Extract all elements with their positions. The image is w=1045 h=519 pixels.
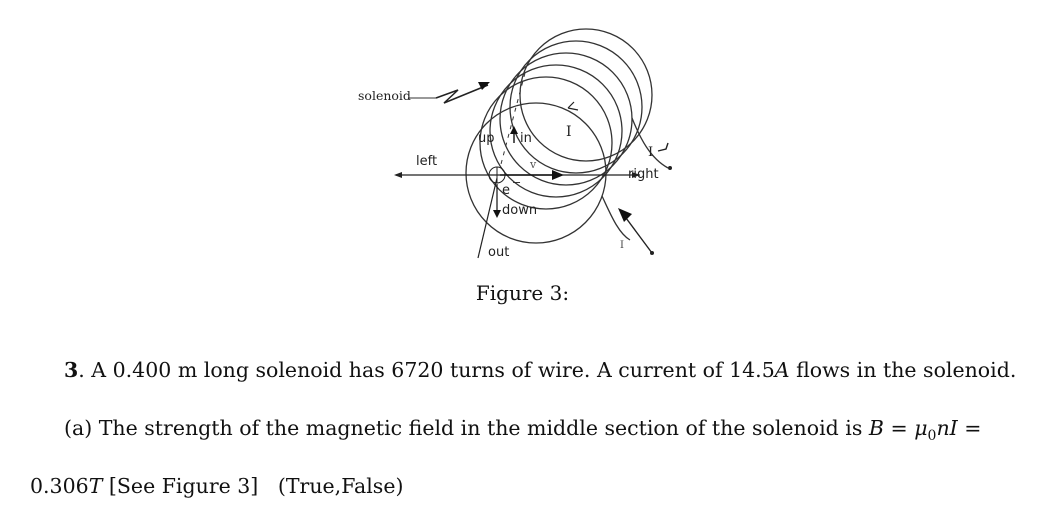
eq-equals: = — [883, 416, 915, 440]
current-arrow-bottom — [626, 218, 652, 253]
figure-caption: Figure 3: — [475, 281, 570, 305]
down-arrowhead — [493, 210, 501, 218]
current-label-top: I — [566, 124, 572, 140]
problem-statement — [64, 358, 1016, 382]
problem-text-end: flows in the solenoid. — [789, 358, 1017, 382]
figure-reference: [See Figure 3] — [102, 474, 259, 498]
current-label-bottom: I — [620, 240, 624, 251]
eq-mu: μ — [914, 416, 928, 440]
current-arrowhead-bottom — [618, 208, 632, 222]
wire-lead-top — [632, 118, 668, 168]
solenoid-figure — [340, 18, 700, 262]
solenoid-pointer-arrow — [436, 85, 488, 103]
answer-unit: T — [88, 474, 103, 498]
wire-end-dot — [668, 166, 672, 170]
eq-n: n — [936, 416, 950, 440]
eq-sub-zero: 0 — [927, 428, 937, 445]
up-label: up — [478, 131, 495, 146]
eq-B: B — [868, 416, 884, 440]
answer-line — [30, 474, 403, 498]
solenoid-label: solenoid — [358, 88, 411, 103]
part-a-text: (a) The strength of the magnetic field in the middle section of the solenoid is — [64, 416, 869, 440]
right-label: right — [628, 167, 659, 182]
answer-options[interactable]: (True,False) — [277, 474, 404, 498]
in-label: in — [520, 131, 532, 146]
current-unit: A — [774, 358, 790, 382]
down-label: down — [502, 203, 538, 218]
problem-number: 3 — [64, 358, 79, 382]
electron-charge-label: − — [512, 176, 522, 189]
axis-arrow-left — [394, 172, 402, 178]
velocity-label: v — [530, 158, 537, 171]
current-label-right: I — [648, 145, 654, 160]
electron-label: e — [502, 183, 510, 198]
eq-I: I — [949, 416, 958, 440]
problem-text: . A 0.400 m long solenoid has 6720 turns of wire. A current of 14.5 — [78, 358, 775, 382]
current-arrow-top — [568, 102, 578, 110]
left-label: left — [416, 154, 438, 169]
out-label: out — [488, 245, 510, 260]
eq-equals-2: = — [957, 416, 982, 440]
answer-value: 0.306 — [30, 474, 89, 498]
current-arrow-right — [658, 143, 668, 151]
part-a-statement — [64, 416, 981, 448]
